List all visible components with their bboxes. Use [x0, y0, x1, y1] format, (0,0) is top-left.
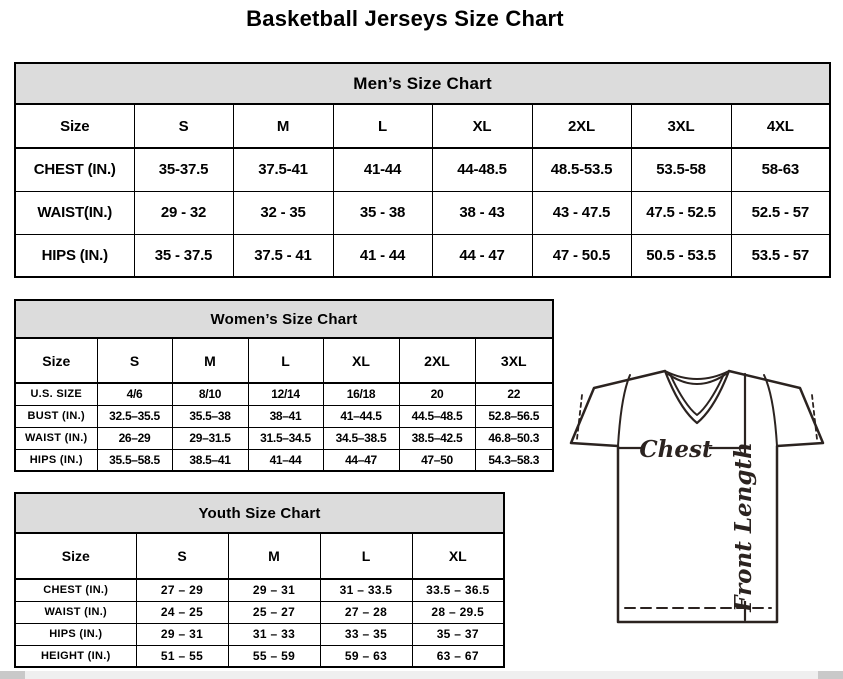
row-label: WAIST (IN.): [15, 427, 97, 449]
table-cell: 46.8–50.3: [475, 427, 553, 449]
scroll-right-button[interactable]: [818, 671, 843, 679]
table-cell: 35.5–38: [172, 405, 248, 427]
table-cell: 27 – 29: [136, 579, 228, 601]
column-header: 2XL: [532, 104, 631, 148]
column-header: 3XL: [475, 338, 553, 383]
column-header: 3XL: [631, 104, 731, 148]
row-label: HIPS (IN.): [15, 623, 136, 645]
table-cell: 25 – 27: [228, 601, 320, 623]
table-cell: 29–31.5: [172, 427, 248, 449]
column-header: Size: [15, 338, 97, 383]
table-cell: 35 - 37.5: [134, 234, 233, 277]
scroll-left-button[interactable]: [0, 671, 25, 679]
page-title: Basketball Jerseys Size Chart: [246, 6, 564, 31]
table-cell: 47 - 50.5: [532, 234, 631, 277]
table-row: [15, 449, 553, 471]
table-cell: 51 – 55: [136, 645, 228, 667]
table-row: [15, 383, 553, 405]
table-row: [15, 148, 830, 191]
table-cell: 29 – 31: [228, 579, 320, 601]
row-label: WAIST (IN.): [15, 601, 136, 623]
table-cell: 33.5 – 36.5: [412, 579, 504, 601]
row-label: HIPS (IN.): [15, 234, 134, 277]
table-row: [15, 623, 504, 645]
table-row: [15, 645, 504, 667]
table-row: [15, 579, 504, 601]
table-cell: 12/14: [248, 383, 323, 405]
row-label: HEIGHT (IN.): [15, 645, 136, 667]
jersey-outline: [571, 371, 823, 622]
column-header: Size: [15, 533, 136, 579]
column-header: M: [228, 533, 320, 579]
table-cell: 8/10: [172, 383, 248, 405]
table-cell: 38.5–42.5: [399, 427, 475, 449]
row-label: CHEST (IN.): [15, 579, 136, 601]
table-row: [15, 191, 830, 234]
table-cell: 38 - 43: [432, 191, 532, 234]
table-cell: 27 – 28: [320, 601, 412, 623]
table-cell: 32.5–35.5: [97, 405, 172, 427]
table-cell: 33 – 35: [320, 623, 412, 645]
column-header: Size: [15, 104, 134, 148]
mens-table-title: Men’s Size Chart: [15, 63, 830, 104]
table-cell: 47.5 - 52.5: [631, 191, 731, 234]
table-cell: 38.5–41: [172, 449, 248, 471]
row-label: WAIST(IN.): [15, 191, 134, 234]
table-cell: 29 - 32: [134, 191, 233, 234]
table-cell: 41-44: [333, 148, 432, 191]
table-row: [15, 234, 830, 277]
table-cell: 53.5 - 57: [731, 234, 830, 277]
table-cell: 35.5–58.5: [97, 449, 172, 471]
womens-size-table: [14, 299, 554, 472]
table-cell: 32 - 35: [233, 191, 333, 234]
youth-size-table: [14, 492, 505, 668]
table-cell: 41 - 44: [333, 234, 432, 277]
table-cell: 16/18: [323, 383, 399, 405]
jersey-measurement-diagram: [557, 361, 839, 629]
table-cell: 48.5-53.5: [532, 148, 631, 191]
column-header: XL: [323, 338, 399, 383]
table-cell: 20: [399, 383, 475, 405]
table-row: [15, 601, 504, 623]
table-cell: 55 – 59: [228, 645, 320, 667]
column-header: XL: [412, 533, 504, 579]
table-cell: 24 – 25: [136, 601, 228, 623]
table-cell: 35 - 38: [333, 191, 432, 234]
table-row: [15, 427, 553, 449]
row-label: U.S. SIZE: [15, 383, 97, 405]
table-cell: 54.3–58.3: [475, 449, 553, 471]
table-cell: 53.5-58: [631, 148, 731, 191]
chest-label: Chest: [639, 436, 713, 463]
table-cell: 34.5–38.5: [323, 427, 399, 449]
table-cell: 31 – 33: [228, 623, 320, 645]
column-header: L: [320, 533, 412, 579]
table-cell: 58-63: [731, 148, 830, 191]
table-cell: 31.5–34.5: [248, 427, 323, 449]
table-cell: 29 – 31: [136, 623, 228, 645]
column-header: L: [333, 104, 432, 148]
womens-table-title: Women’s Size Chart: [15, 300, 553, 338]
row-label: HIPS (IN.): [15, 449, 97, 471]
table-cell: 28 – 29.5: [412, 601, 504, 623]
table-cell: 44.5–48.5: [399, 405, 475, 427]
row-label: BUST (IN.): [15, 405, 97, 427]
table-cell: 41–44: [248, 449, 323, 471]
table-row: [15, 405, 553, 427]
table-cell: 37.5 - 41: [233, 234, 333, 277]
table-cell: 35-37.5: [134, 148, 233, 191]
table-cell: 44–47: [323, 449, 399, 471]
table-cell: 35 – 37: [412, 623, 504, 645]
table-cell: 44 - 47: [432, 234, 532, 277]
table-cell: 52.8–56.5: [475, 405, 553, 427]
column-header: M: [172, 338, 248, 383]
horizontal-scrollbar[interactable]: [0, 671, 843, 679]
table-cell: 26–29: [97, 427, 172, 449]
mens-size-table: [14, 62, 831, 278]
table-cell: 31 – 33.5: [320, 579, 412, 601]
table-cell: 52.5 - 57: [731, 191, 830, 234]
column-header: XL: [432, 104, 532, 148]
table-cell: 43 - 47.5: [532, 191, 631, 234]
column-header: 4XL: [731, 104, 830, 148]
table-cell: 22: [475, 383, 553, 405]
column-header: S: [136, 533, 228, 579]
youth-table-title: Youth Size Chart: [15, 493, 504, 533]
table-cell: 47–50: [399, 449, 475, 471]
table-cell: 50.5 - 53.5: [631, 234, 731, 277]
column-header: S: [134, 104, 233, 148]
column-header: S: [97, 338, 172, 383]
table-cell: 44-48.5: [432, 148, 532, 191]
row-label: CHEST (IN.): [15, 148, 134, 191]
table-cell: 38–41: [248, 405, 323, 427]
table-cell: 59 – 63: [320, 645, 412, 667]
column-header: L: [248, 338, 323, 383]
front-length-label: Front Length: [730, 442, 757, 612]
table-cell: 63 – 67: [412, 645, 504, 667]
table-cell: 4/6: [97, 383, 172, 405]
column-header: M: [233, 104, 333, 148]
table-cell: 41–44.5: [323, 405, 399, 427]
table-cell: 37.5-41: [233, 148, 333, 191]
column-header: 2XL: [399, 338, 475, 383]
